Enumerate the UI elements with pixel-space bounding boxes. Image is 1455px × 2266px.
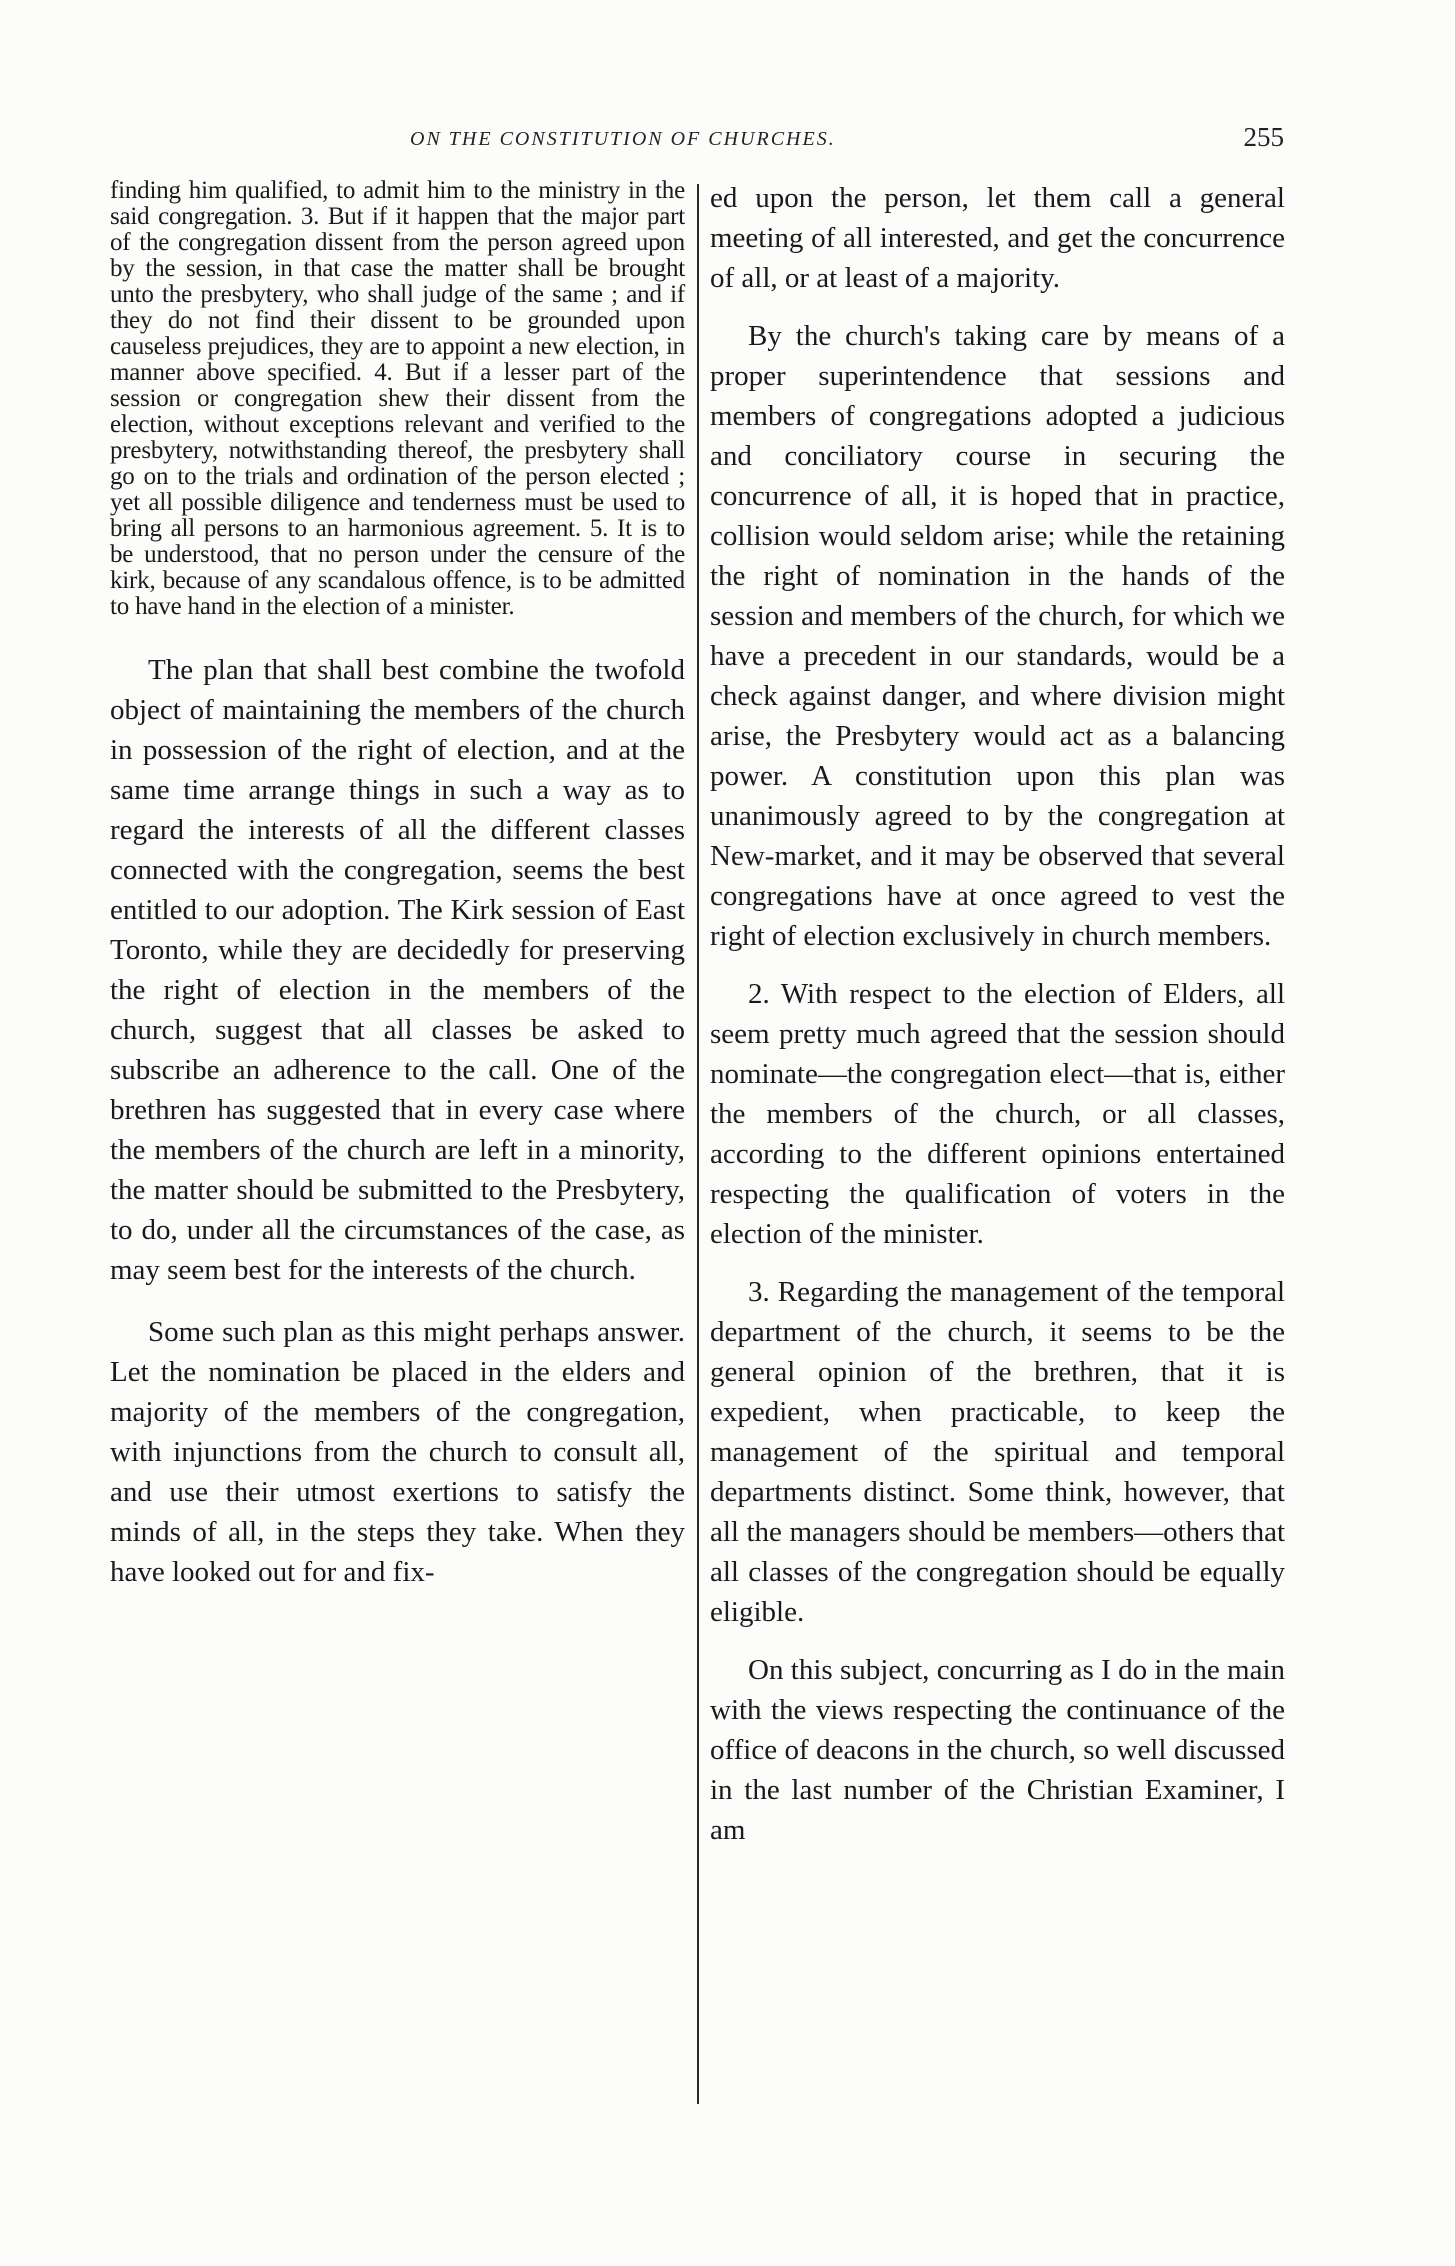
paragraph: On this subject, concurring as I do in the main with the views respecting the continuance of the office of deacons in the church, so well discussed in the last number of the Christian Examiner, I am [710, 1654, 1285, 1846]
paragraph: ed upon the person, let them call a general meeting of all interested, and get the concurrence of all, or at least of a majority. [710, 182, 1285, 294]
paragraph: Some such plan as this might perhaps answer. Let the nomination be placed in the elders and majority of the members of the congregation, with injunctions from the church to consult all, and use their utmost exertions to satisfy the minds of all, in the steps they take. When they have looked out for and fix- [110, 1316, 685, 1588]
quoted-extract: finding him qualified, to admit him to the ministry in the said congregation. 3. But if it happen that the major part of the congregation dissent from the person agreed upon by the session, in that case the matter shall be brought unto the presbytery, who shall judge of the same ; and if they do not find their dissent to be grounded upon causeless prejudices, they are to appoint a new election, in manner above specified. 4. But if a lesser part of the session or congregation shew their dissent from the election, without exceptions relevant and verified to the presbytery, notwithstanding thereof, the presbytery shall go on to the trials and ordination of the person elected ; yet all possible diligence and tenderness must be used to bring all persons to an harmonious agreement. 5. It is to be understood, that no person under the censure of the kirk, because of any scandalous offence, is to be admitted to have hand in the election of a minister. [110, 177, 685, 620]
column-divider [697, 184, 699, 2104]
paragraph: The plan that shall best combine the twofold object of maintaining the members of the church in possession of the right of election, and at the same time arrange things in such a way as to regard the interests of all the different classes connected with the congregation, seems the best entitled to our adoption. The Kirk session of East Toronto, while they are decidedly for preserving the right of election in the members of the church, suggest that all classes be asked to subscribe an adherence to the call. One of the brethren has suggested that in every case where the members of the church are left in a minority, the matter should be submitted to the Presbytery, to do, under all the circumstances of the case, as may seem best for the interests of the church. [110, 654, 685, 1286]
text-columns [110, 178, 1295, 2138]
paragraph: By the church's taking care by means of a proper superintendence that sessions and members of congregations adopted a judicious and conciliatory course in securing the concurrence of all, it is hoped that in practice, collision would seldom arise; while the retaining the right of nomination in the hands of the session and members of the church, for which we have a precedent in our standards, would be a check against danger, and where division might arise, the Presbytery would act as a balancing power. A constitution upon this plan was unanimously agreed to by the congregation at New-market, and it may be observed that several congregations have at once agreed to vest the right of election exclusively in church members. [710, 320, 1285, 952]
left-column [110, 178, 685, 1614]
paragraph: 3. Regarding the management of the temporal department of the church, it seems to be the general opinion of the brethren, that it is expedient, when practicable, to keep the management of the spiritual and temporal departments distinct. Some think, however, that all the managers should be members—others that all classes of the congregation should be equally eligible. [710, 1276, 1285, 1628]
right-column [710, 178, 1285, 1868]
running-title: ON THE CONSTITUTION OF CHURCHES. [410, 128, 836, 150]
running-head [110, 122, 1290, 168]
page-number: 255 [1243, 122, 1284, 152]
paragraph: 2. With respect to the election of Elders, all seem pretty much agreed that the session should nominate—the congregation elect—that is, either the members of the church, or all classes, according to the different opinions entertained respecting the qualification of voters in the election of the minister. [710, 978, 1285, 1250]
